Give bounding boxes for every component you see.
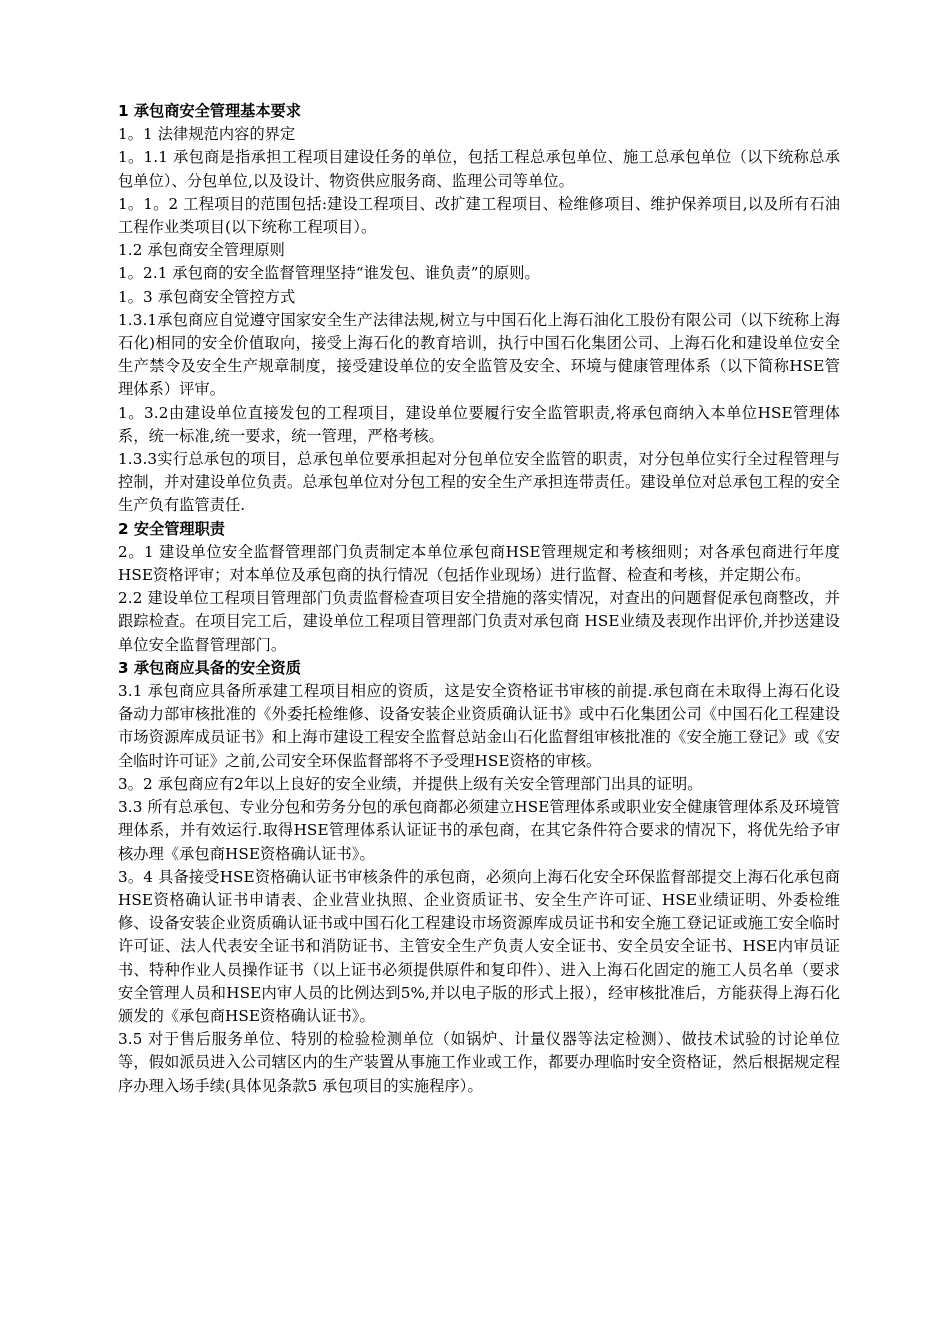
document-page [118,100,840,1098]
paragraph-1-2: 1.2 承包商安全管理原则 [118,241,285,260]
paragraph-1-1: 1。1 法律规范内容的界定 [118,125,296,144]
paragraph-2-1: 2。1 建设单位安全监督管理部门负责制定本单位承包商HSE管理规定和考核细则；对各承包商进行年度HSE资格评审；对本单位及承包商的执行情况（包括作业现场）进行监督、检查和考核，并定期公布。 [118,542,840,585]
paragraph-1-3: 1。3 承包商安全管控方式 [118,287,296,306]
paragraph-2-2: 2.2 建设单位工程项目管理部门负责监督检查项目安全措施的落实情况，对查出的问题督促承包商整改，并跟踪检查。在项目完工后，建设单位工程项目管理部门负责对承包商 HSE业绩及表现作出评价,并抄送建设单位安全监督管理部门。 [118,589,840,654]
paragraph-1-1-1: 1。1.1 承包商是指承担工程项目建设任务的单位，包括工程总承包单位、施工总承包单位（以下统称总承包单位）、分包单位,以及设计、物资供应服务商、监理公司等单位。 [118,148,840,190]
paragraph-1-2-1: 1。2.1 承包商的安全监督管理坚持“谁发包、谁负责”的原则。 [118,264,540,283]
paragraph-1-3-1: 1.3.1承包商应自觉遵守国家安全生产法律法规,树立与中国石化上海石油化工股份有限公司（以下统称上海石化)相同的安全价值取向，接受上海石化的教育培训，执行中国石化集团公司、上海石化和建设单位安全生产禁令及安全生产规章制度，接受建设单位的安全监管及安全、环境与健康管理体系（以下简称HSE管理体系）评审。 [118,310,840,399]
paragraph-3-4: 3。4 具备接受HSE资格确认证书审核条件的承包商，必须向上海石化安全环保监督部提交上海石化承包商HSE资格确认证书申请表、企业营业执照、企业资质证书、安全生产许可证、HSE业绩证明、外委检维修、设备安装企业资质确认证书或中国石化工程建设市场资源库成员证书和安全施工登记证或施工安全临时许可证、法人代表安全证书和消防证书、主管安全生产负责人安全证书、安全员安全证书、HSE内审员证书、特种作业人员操作证书（以上证书必须提供原件和复印件）、进入上海石化固定的施工人员名单（要求安全管理人员和HSE内审人员的比例达到5%,并以电子版的形式上报），经审核批准后，方能获得上海石化颁发的《承包商HSE资格确认证书》。 [118,867,840,1025]
paragraph-3-1: 3.1 承包商应具备所承建工程项目相应的资质，这是安全资格证书审核的前提.承包商在未取得上海石化设备动力部审核批准的《外委托检维修、设备安装企业资质确认证书》或中石化集团公司《中国石化工程建设市场资源库成员证书》和上海市建设工程安全监督总站金山石化监督组审核批准的《安全施工登记》或《安全临时许可证》之前,公司安全环保监督部将不予受理HSE资格的审核。 [118,682,840,770]
paragraph-3-5: 3.5 对于售后服务单位、特别的检验检测单位（如锅炉、计量仪器等法定检测）、做技术试验的讨论单位等，假如派员进入公司辖区内的生产装置从事施工作业或工作，都要办理临时安全资格证，然后根据规定程序办理入场手续(具体见条款5 承包项目的实施程序）。 [118,1030,840,1095]
paragraph-1-3-2: 1。3.2由建设单位直接发包的工程项目，建设单位要履行安全监管职责,将承包商纳入本单位HSE管理体系，统一标准,统一要求，统一管理，严格考核。 [118,403,840,445]
section-3-heading: 3 承包商应具备的安全资质 [118,658,301,677]
paragraph-3-3: 3.3 所有总承包、专业分包和劳务分包的承包商都必须建立HSE管理体系或职业安全健康管理体系及环境管理体系，并有效运行.取得HSE管理体系认证证书的承包商，在其它条件符合要求的情况下，将优先给予审核办理《承包商HSE资格确认证书》。 [118,798,840,863]
section-1-heading: 1 承包商安全管理基本要求 [118,102,301,120]
section-2-heading: 2 安全管理职责 [118,519,225,538]
paragraph-1-1-2: 1。1。2 工程项目的范围包括:建设工程项目、改扩建工程项目、检维修项目、维护保养项目,以及所有石油工程作业类项目(以下统称工程项目）。 [118,194,840,237]
paragraph-3-2: 3。2 承包商应有2年以上良好的安全业绩，并提供上级有关安全管理部门出具的证明。 [118,774,703,793]
paragraph-1-3-3: 1.3.3实行总承包的项目，总承包单位要承担起对分包单位安全监管的职责，对分包单位实行全过程管理与控制，并对建设单位负责。总承包单位对分包工程的安全生产承担连带责任。建设单位对总承包工程的安全生产负有监管责任. [118,450,840,515]
